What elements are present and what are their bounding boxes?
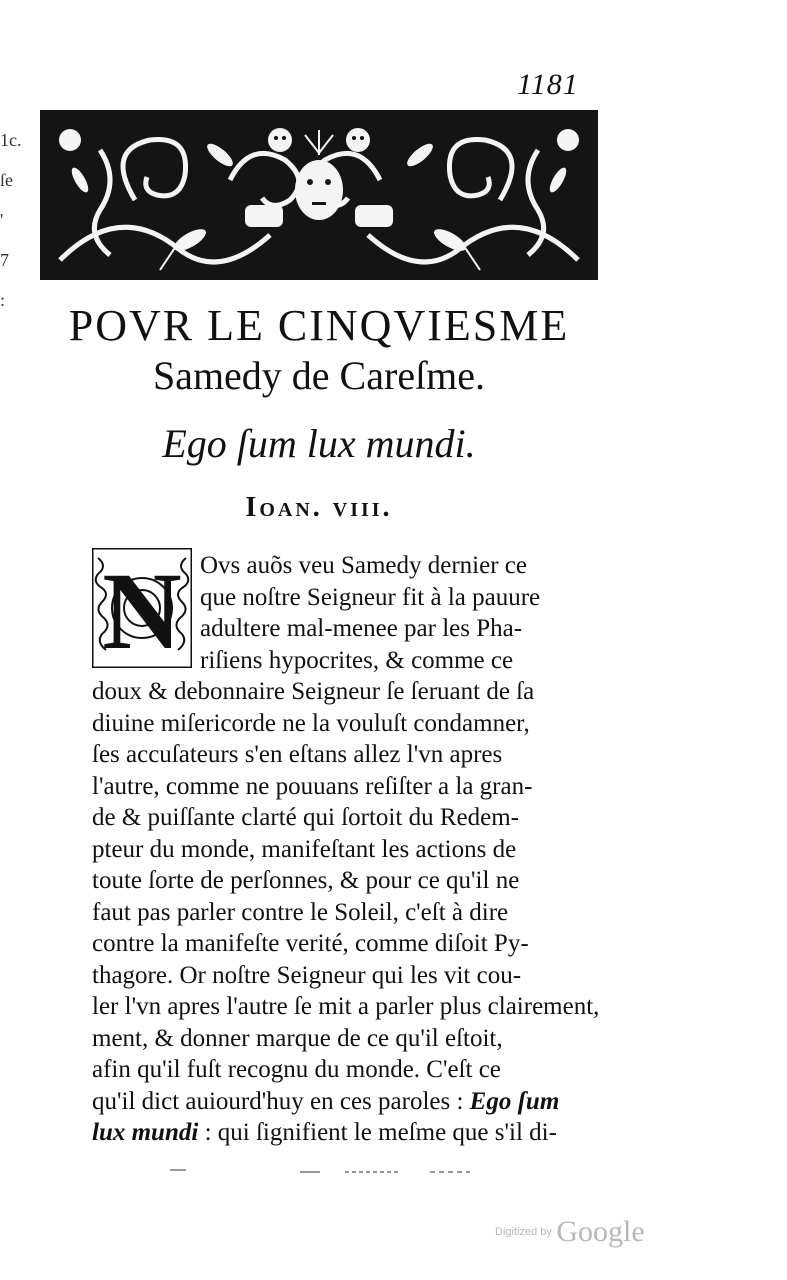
text-line: toute ſorte de perſonnes, & pour ce qu'il ne [92, 867, 520, 894]
watermark-prefix: Digitized by [495, 1226, 552, 1238]
margin-mark: ſe [0, 170, 13, 190]
text-line: ſes accuſateurs s'en eſtans allez l'vn apres [92, 741, 503, 768]
page-title: POVR LE CINQVIESME [68, 301, 570, 350]
latin-phrase: Ego ſum [469, 1087, 560, 1115]
text-line: afin qu'il fuſt recognu du monde. C'eſt ce [92, 1056, 501, 1083]
text-line: pteur du monde, manifeſtant les actions de [92, 835, 517, 863]
text-segment: qu'il dict auiourd'huy en ces paroles : [92, 1087, 464, 1115]
text-line: ment, & donner marque de ce qu'il eſtoit, [92, 1024, 503, 1052]
text-line: de & puiſſante clarté qui ſortoit du Redem- [92, 804, 519, 831]
text-line: Ovs auõs veu Samedy dernier ce [200, 552, 527, 579]
digitized-watermark [495, 1215, 645, 1249]
text-line: doux & debonnaire Seigneur ſe ſeruant de ſa [92, 678, 535, 705]
margin-mark: ' [0, 210, 4, 230]
catchword-dashes-icon [170, 1160, 590, 1180]
header-ornament-icon [40, 110, 598, 280]
text-line: thagore. Or noſtre Seigneur qui les vit cou- [92, 961, 522, 989]
text-line: que noſtre Seigneur fit à la pauure [200, 583, 541, 611]
page-number: 1181 [517, 68, 579, 101]
scripture-reference: Ioan. viii. [245, 492, 393, 523]
text-line: riſiens hypocrites, & comme ce [200, 646, 514, 674]
margin-mark: : [0, 290, 6, 310]
watermark-brand: Google [556, 1215, 645, 1248]
text-line: adultere mal-menee par les Pha- [200, 615, 523, 642]
page-subtitle: Samedy de Careſme. [152, 353, 486, 398]
text-line: contre la manifeſte verité, comme diſoit Py- [92, 930, 529, 957]
text-segment: qui ſignifient le meſme que s'il di- [217, 1119, 557, 1146]
body-text [92, 550, 600, 1149]
text-line: faut pas parler contre le Soleil, c'eſt à dire [92, 898, 509, 926]
margin-mark: 1c. [0, 130, 22, 150]
text-segment: : [198, 1119, 212, 1146]
text-line: l'autre, comme ne pouuans reſiſter a la gran- [92, 772, 533, 800]
text-line [92, 1086, 592, 1118]
text-line [92, 1117, 592, 1149]
latin-phrase: lux mundi [92, 1119, 199, 1146]
text-line: ler l'vn apres l'autre ſe mit a parler plus clairement, [92, 993, 600, 1020]
drop-cap-letter: N [102, 550, 182, 668]
text-line: diuine miſericorde ne la vouluſt condamner, [92, 709, 530, 737]
scripture-quote: Ego ſum lux mundi. [162, 421, 476, 466]
margin-mark: 7 [0, 250, 9, 270]
margin-marks [0, 120, 30, 320]
